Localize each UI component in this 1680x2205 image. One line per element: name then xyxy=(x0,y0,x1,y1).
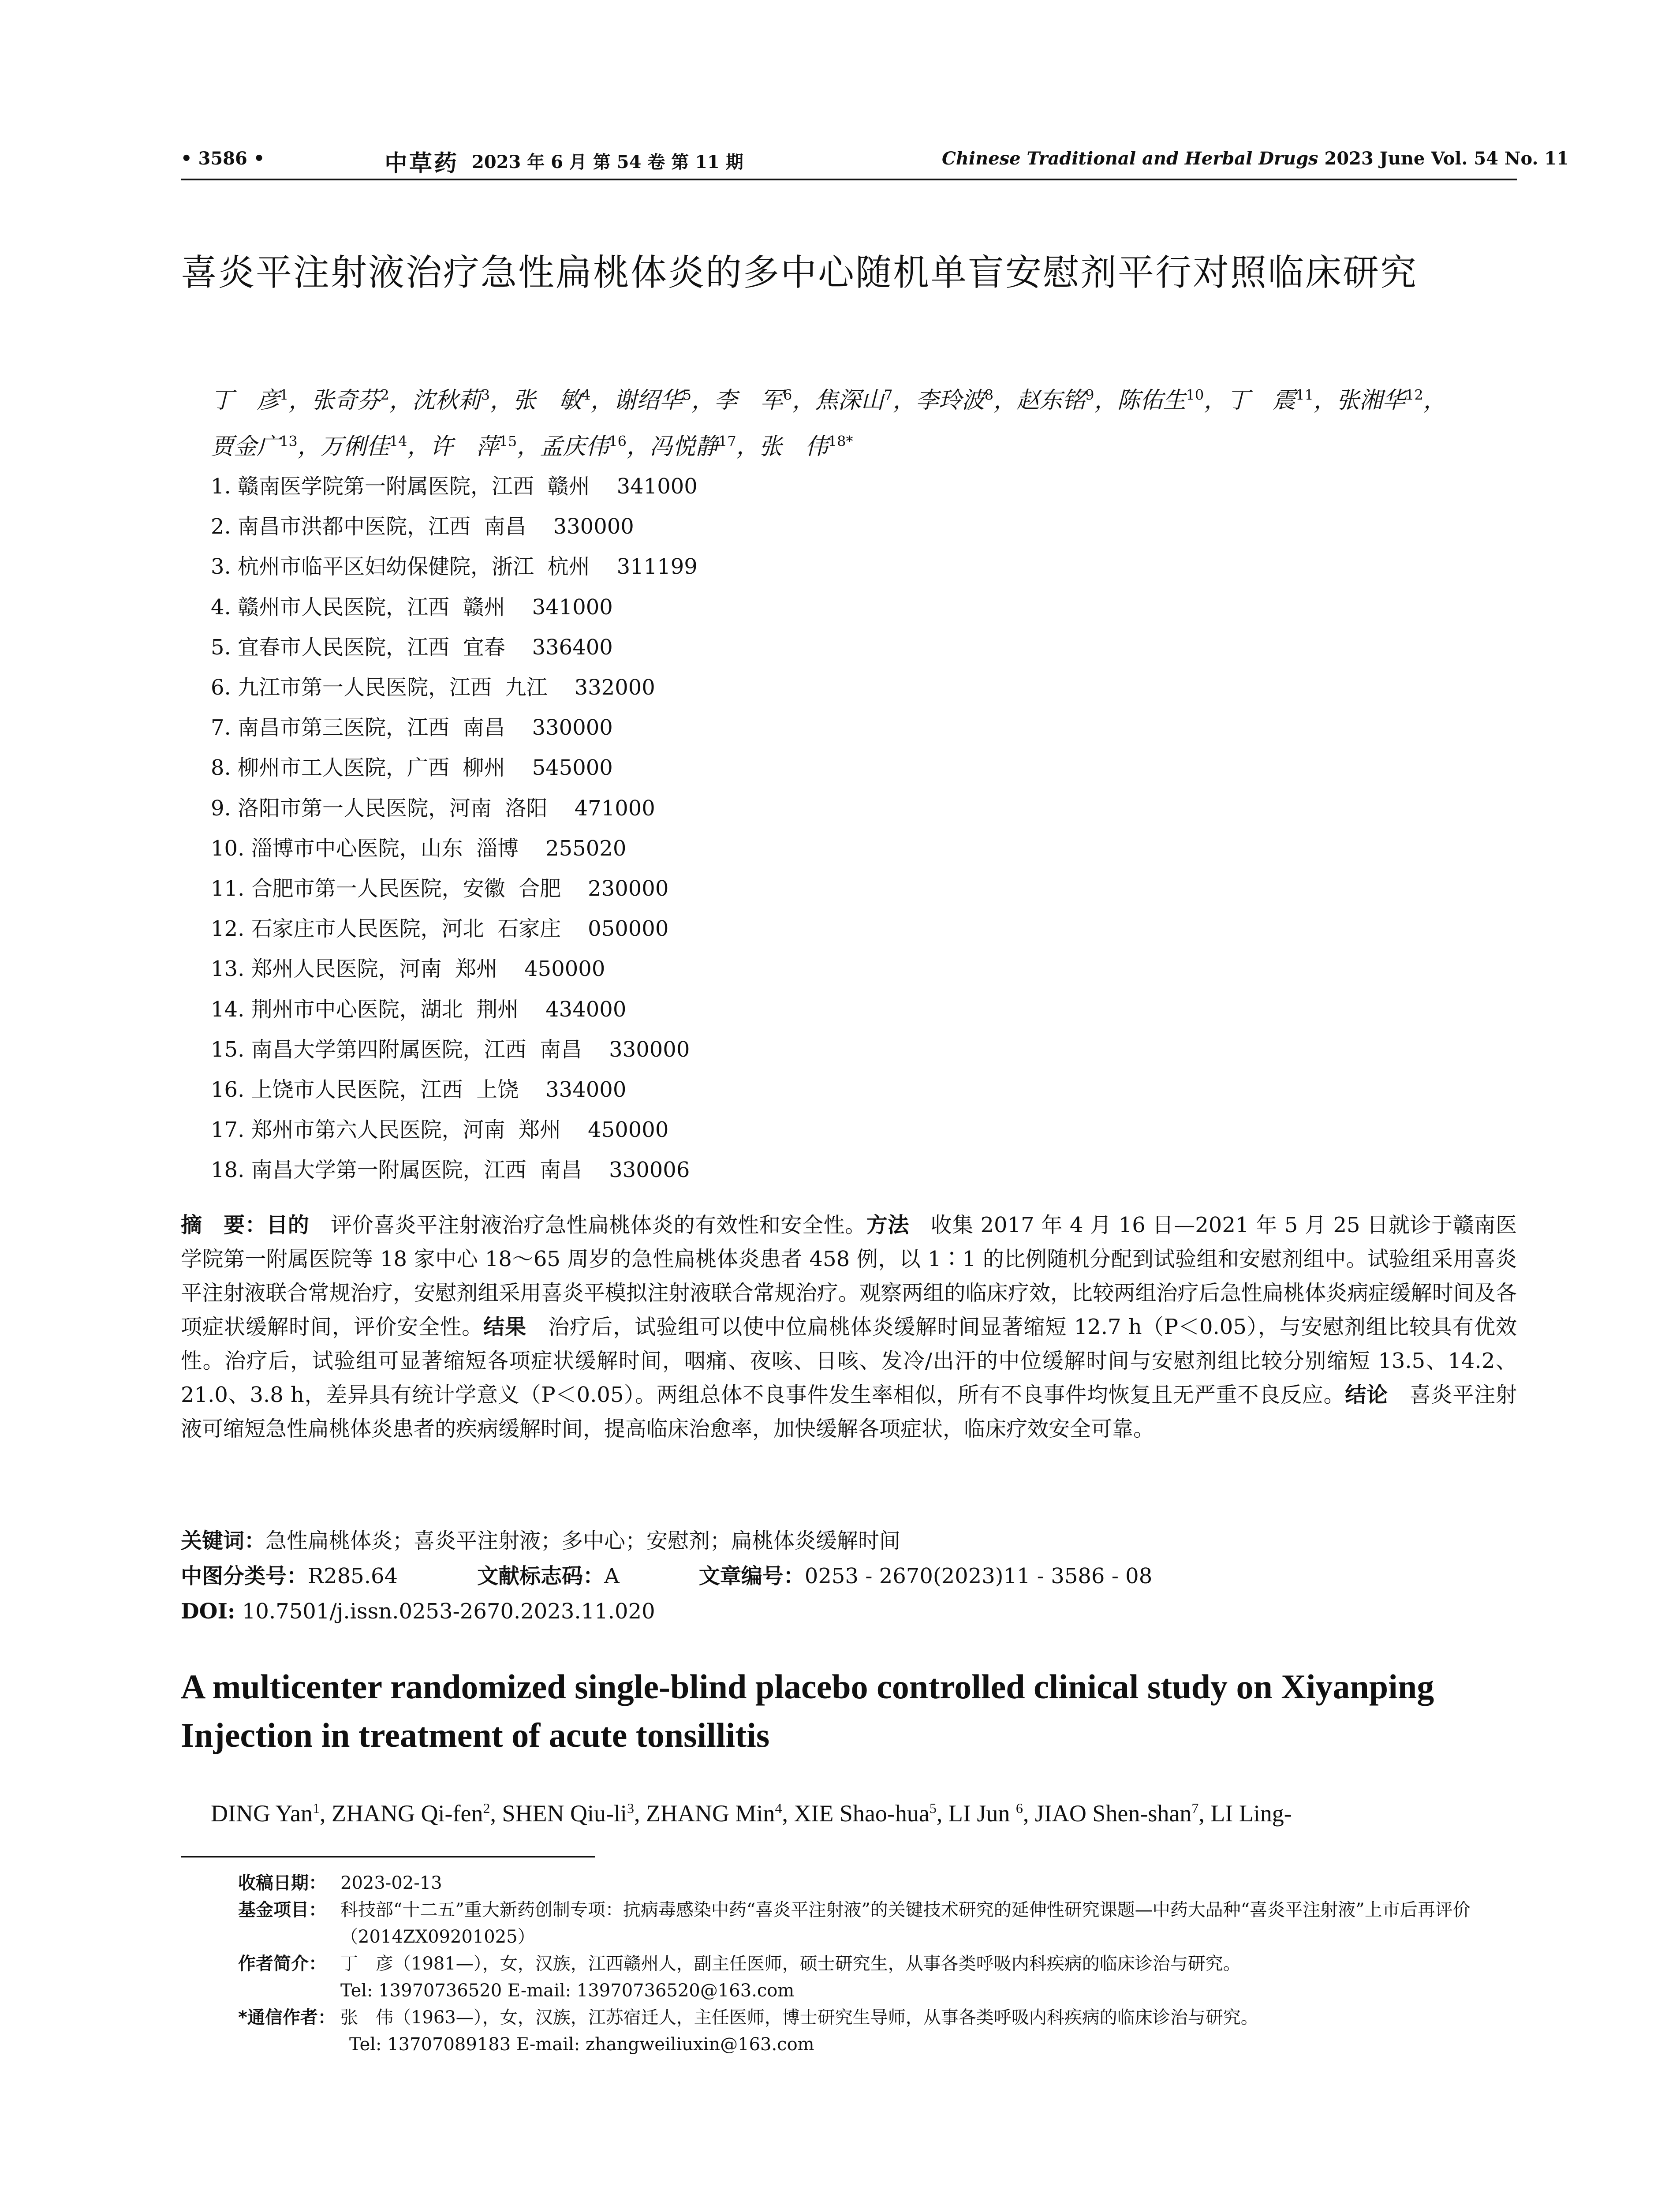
fund-label: 基金项目： xyxy=(238,1900,326,1920)
author-cn xyxy=(1016,387,1094,414)
author-name: 张 伟 xyxy=(759,433,828,460)
bio-contact: Tel: 13970736520 E-mail: 13970736520@163.com xyxy=(340,1981,795,2001)
author-affiliation-mark: 15 xyxy=(499,433,517,450)
author-name: 谢绍华 xyxy=(613,387,683,414)
header-rule xyxy=(181,179,1517,180)
doi-value[interactable]: 10.7501/j.issn.0253-2670.2023.11.020 xyxy=(242,1599,655,1624)
author-name: 李 军 xyxy=(714,387,783,414)
author-affiliation-mark: 18* xyxy=(828,433,853,450)
author-affiliation-mark: 10 xyxy=(1186,387,1204,404)
author-name: 许 萍 xyxy=(430,433,499,460)
affiliation-item: 4. 赣州市人民医院，江西 赣州 341000 xyxy=(211,594,613,620)
author-cn xyxy=(321,434,407,460)
affiliation-item: 6. 九江市第一人民医院，江西 九江 332000 xyxy=(211,675,655,700)
author-list-cn: 丁 彦$^1$，张奇芬$^2$，沈秋莉$^3$，张 敏$^4$，谢绍华$^5$，李 军$^6$，焦深山$^7$，李玲波$^8$，赵东铭$^9$，陈佑生$^{10}$，丁 震$^{11}$，张湘华$^{12}$，贾金广$^{13}$，万俐佳$^{14}$，许 萍$^{15}$，孟庆伟$^{16}$，冯悦静$^{17}$，张 伟$^{18*}$ xyxy=(211,387,1446,460)
author-affiliation-mark: 8 xyxy=(984,387,994,404)
abstract-label: 摘 要： xyxy=(181,1213,267,1237)
author-name: 冯悦静 xyxy=(650,433,719,460)
objective-label: 目的 xyxy=(266,1213,310,1237)
affiliation-item: 1. 赣南医学院第一附属医院，江西 赣州 341000 xyxy=(211,474,698,499)
author-cn xyxy=(1117,387,1204,414)
article-no-value: 0253 - 2670(2023)11 - 3586 - 08 xyxy=(804,1564,1153,1588)
author-cn xyxy=(916,387,993,414)
author-affiliation-mark: 6 xyxy=(783,387,792,404)
author-en-name: ZHANG Qi-fen xyxy=(332,1800,483,1827)
citation-en-issue: 2023 June Vol. 54 No. 11 xyxy=(1324,148,1569,169)
author-name: 张湘华 xyxy=(1337,387,1406,414)
author-affiliation-mark: 17 xyxy=(718,433,736,450)
keywords-text: 急性扁桃体炎；喜炎平注射液；多中心；安慰剂；扁桃体炎缓解时间 xyxy=(265,1529,901,1553)
affiliation-item: 5. 宜春市人民医院，江西 宜春 336400 xyxy=(211,635,613,660)
doi-line xyxy=(181,1595,1517,1629)
keywords-label: 关键词： xyxy=(181,1529,266,1553)
conclusion-label: 结论 xyxy=(1345,1383,1388,1407)
results-label: 结果 xyxy=(483,1315,527,1339)
abstract xyxy=(181,1208,1517,1446)
author-cn xyxy=(614,387,691,414)
author-cn xyxy=(815,387,892,414)
author-cn xyxy=(650,434,736,460)
author-affiliation-mark: 2 xyxy=(380,387,389,404)
author-en-affiliation-mark: 3 xyxy=(627,1800,634,1816)
clc-value: R285.64 xyxy=(308,1564,398,1588)
author-affiliation-mark: 1 xyxy=(280,387,289,404)
affiliation-item: 18. 南昌大学第一附属医院，江西 南昌 330006 xyxy=(211,1158,690,1183)
affiliation-list xyxy=(211,467,1269,1191)
author-affiliation-mark: 16 xyxy=(609,433,627,450)
author-name: 李玲波 xyxy=(915,387,985,414)
author-name: 贾金广 xyxy=(211,433,280,460)
fund-value: 科技部“十二五”重大新药创制专项：抗病毒感染中药“喜炎平注射液”的关键技术研究的延伸性研究课题—中药大品种“喜炎平注射液”上市后再评价（2014ZX09201025） xyxy=(340,1900,1471,1947)
author-name: 沈秋莉 xyxy=(412,387,481,414)
author-cn xyxy=(513,387,590,414)
journal-logo: 中草药 xyxy=(385,150,459,177)
affiliation-item: 10. 淄博市中心医院，山东 淄博 255020 xyxy=(211,836,627,861)
doc-code-label: 文献标志码： xyxy=(477,1564,605,1588)
classification-line xyxy=(181,1559,1517,1593)
author-cn xyxy=(1227,387,1314,414)
footnote-received xyxy=(238,1870,1521,1897)
author-en-name: LI Ling- xyxy=(1210,1800,1292,1827)
article-title-en: A multicenter randomized single-blind placebo controlled clinical study on Xiyanping Injection in treatment of acute tonsillitis xyxy=(181,1667,1434,1754)
author-affiliation-mark: 13 xyxy=(280,433,298,450)
author-en-affiliation-mark: 5 xyxy=(929,1800,937,1816)
affiliation-item: 14. 荆州市中心医院，湖北 荆州 434000 xyxy=(211,997,627,1022)
affiliation-item: 2. 南昌市洪都中医院，江西 南昌 330000 xyxy=(211,514,634,539)
author-name: 焦深山 xyxy=(815,387,884,414)
author-affiliation-mark: 9 xyxy=(1085,387,1094,404)
corr-value: 张 伟（1963—），女，汉族，江苏宿迁人，主任医师，博士研究生导师，从事各类呼吸内科疾病的临床诊治与研究。 xyxy=(340,2007,1258,2028)
author-name: 张奇芬 xyxy=(311,387,381,414)
author-affiliation-mark: 5 xyxy=(682,387,691,404)
bio-value: 丁 彦（1981—），女，汉族，江西赣州人，副主任医师，硕士研究生，从事各类呼吸内科疾病的临床诊治与研究。 xyxy=(340,1954,1241,1974)
affiliation-item: 11. 合肥市第一人民医院，安徽 合肥 230000 xyxy=(211,876,669,901)
author-cn xyxy=(759,434,853,460)
results-text: 治疗后，试验组可以使中位扁桃体炎缓解时间显著缩短 12.7 h（P＜0.05），与安慰剂组比较具有优效性。治疗后，试验组可显著缩短各项症状缓解时间，咽痛、夜咳、日咳、发冷/出汗的中位缓解时间与安慰剂组比较分别缩短 13.5、14.2、21.0、3.8 h，差异具有统计学意义（P＜0.05）。两组总体不良事件发生率相似，所有不良事件均恢复且无严重不良反应。 xyxy=(181,1315,1517,1407)
affiliation-item: 16. 上饶市人民医院，江西 上饶 334000 xyxy=(211,1077,627,1102)
corr-contact: Tel: 13707089183 E-mail: zhangweiliuxin@163.com xyxy=(349,2034,814,2055)
author-affiliation-mark: 12 xyxy=(1405,387,1423,404)
page-number: • 3586 • xyxy=(181,148,265,169)
footnote-author-bio xyxy=(238,1951,1521,2004)
author-cn xyxy=(211,434,298,460)
author-en-affiliation-mark: 1 xyxy=(313,1800,320,1816)
author-name: 陈佑生 xyxy=(1117,387,1186,414)
author-name: 万俐佳 xyxy=(320,433,389,460)
author-en-affiliation-mark: 4 xyxy=(775,1800,782,1816)
author-cn xyxy=(412,387,490,414)
journal-name-en: Chinese Traditional and Herbal Drugs xyxy=(942,148,1318,169)
author-en-name: SHEN Qiu-li xyxy=(502,1800,627,1827)
affiliation-item: 13. 郑州人民医院，河南 郑州 450000 xyxy=(211,957,605,982)
author-en-name: DING Yan xyxy=(211,1800,313,1827)
footnote-corresponding xyxy=(238,2004,1521,2058)
author-en-name: JIAO Shen-shan xyxy=(1034,1800,1192,1827)
corr-label: *通信作者： xyxy=(238,2007,336,2028)
author-affiliation-mark: 7 xyxy=(884,387,893,404)
citation-en xyxy=(942,148,1569,169)
author-cn xyxy=(1337,387,1423,414)
author-affiliation-mark: 3 xyxy=(481,387,490,404)
affiliation-item: 7. 南昌市第三医院，江西 南昌 330000 xyxy=(211,715,613,740)
author-name: 孟庆伟 xyxy=(540,433,609,460)
objective-text: 评价喜炎平注射液治疗急性扁桃体炎的有效性和安全性。 xyxy=(309,1213,866,1237)
clc-label: 中图分类号： xyxy=(181,1564,308,1588)
article-no-label: 文章编号： xyxy=(698,1564,805,1588)
running-header xyxy=(181,145,1569,177)
author-affiliation-mark: 11 xyxy=(1295,387,1314,404)
doc-code-value: A xyxy=(604,1564,620,1588)
author-en-affiliation-mark: 2 xyxy=(483,1800,490,1816)
author-en-affiliation-mark: 6 xyxy=(1015,1800,1023,1816)
author-en-affiliation-mark: 7 xyxy=(1191,1800,1199,1816)
article-title-cn: 喜炎平注射液治疗急性扁桃体炎的多中心随机单盲安慰剂平行对照临床研究 xyxy=(181,252,1418,294)
doi-label: DOI: xyxy=(181,1599,235,1624)
affiliation-item: 8. 柳州市工人医院，广西 柳州 545000 xyxy=(211,755,613,781)
author-name: 赵东铭 xyxy=(1016,387,1086,414)
affiliation-item: 3. 杭州市临平区妇幼保健院，浙江 杭州 311199 xyxy=(211,554,698,579)
author-list-en: DING Yan$^1$, ZHANG Qi-fen$^2$, SHEN Qiu-$li^3$, ZHANG Min$^4$, XIE Shao-hua$^5$, LI Jun $^6$, JIAO Shen-shan$^7$, LI Ling- xyxy=(211,1800,1292,1827)
author-name: 丁 震 xyxy=(1227,387,1296,414)
received-label: 收稿日期： xyxy=(238,1873,326,1893)
methods-label: 方法 xyxy=(866,1213,909,1237)
affiliation-item: 17. 郑州市第六人民医院，河南 郑州 450000 xyxy=(211,1117,669,1143)
affiliation-item: 15. 南昌大学第四附属医院，江西 南昌 330000 xyxy=(211,1037,690,1062)
footnotes xyxy=(238,1870,1521,2058)
author-en-name: ZHANG Min xyxy=(646,1800,775,1827)
author-cn xyxy=(211,387,288,414)
affiliation-item: 9. 洛阳市第一人民医院，河南 洛阳 471000 xyxy=(211,796,655,821)
received-value: 2023-02-13 xyxy=(340,1873,442,1893)
citation-cn: 2023 年 6 月 第 54 卷 第 11 期 xyxy=(472,152,743,172)
methods-text: 收集 2017 年 4 月 16 日—2021 年 5 月 25 日就诊于赣南医学院第一附属医院等 18 家中心 18～65 周岁的急性扁桃体炎患者 458 例，以 1∶1 的比例随机分配到试验组和安慰剂组中。试验组采用喜炎平注射液联合常规治疗，安慰剂组采用喜炎平模拟注射液联合常规治疗。观察两组的临床疗效，比较两组治疗后急性扁桃体炎病症缓解时间及各项症状缓解时间，评价安全性。 xyxy=(181,1213,1517,1339)
author-name: 张 敏 xyxy=(513,387,582,414)
author-en-name: LI Jun xyxy=(948,1800,1016,1827)
author-cn xyxy=(714,387,792,414)
affiliation-item: 12. 石家庄市人民医院，河北 石家庄 050000 xyxy=(211,916,669,942)
author-cn xyxy=(311,387,389,414)
author-affiliation-mark: 14 xyxy=(389,433,407,450)
author-cn xyxy=(430,434,517,460)
footnote-fund xyxy=(238,1897,1521,1951)
bio-label: 作者简介： xyxy=(238,1954,326,1974)
author-cn xyxy=(540,434,627,460)
keywords xyxy=(181,1524,1517,1558)
author-affiliation-mark: 4 xyxy=(582,387,591,404)
author-en-name: XIE Shao-hua xyxy=(794,1800,930,1827)
conclusion-text: 喜炎平注射液可缩短急性扁桃体炎患者的疾病缓解时间，提高临床治愈率，加快缓解各项症状，临床疗效安全可靠。 xyxy=(181,1383,1517,1441)
footnote-rule xyxy=(181,1856,595,1857)
author-name: 丁 彦 xyxy=(211,387,280,414)
